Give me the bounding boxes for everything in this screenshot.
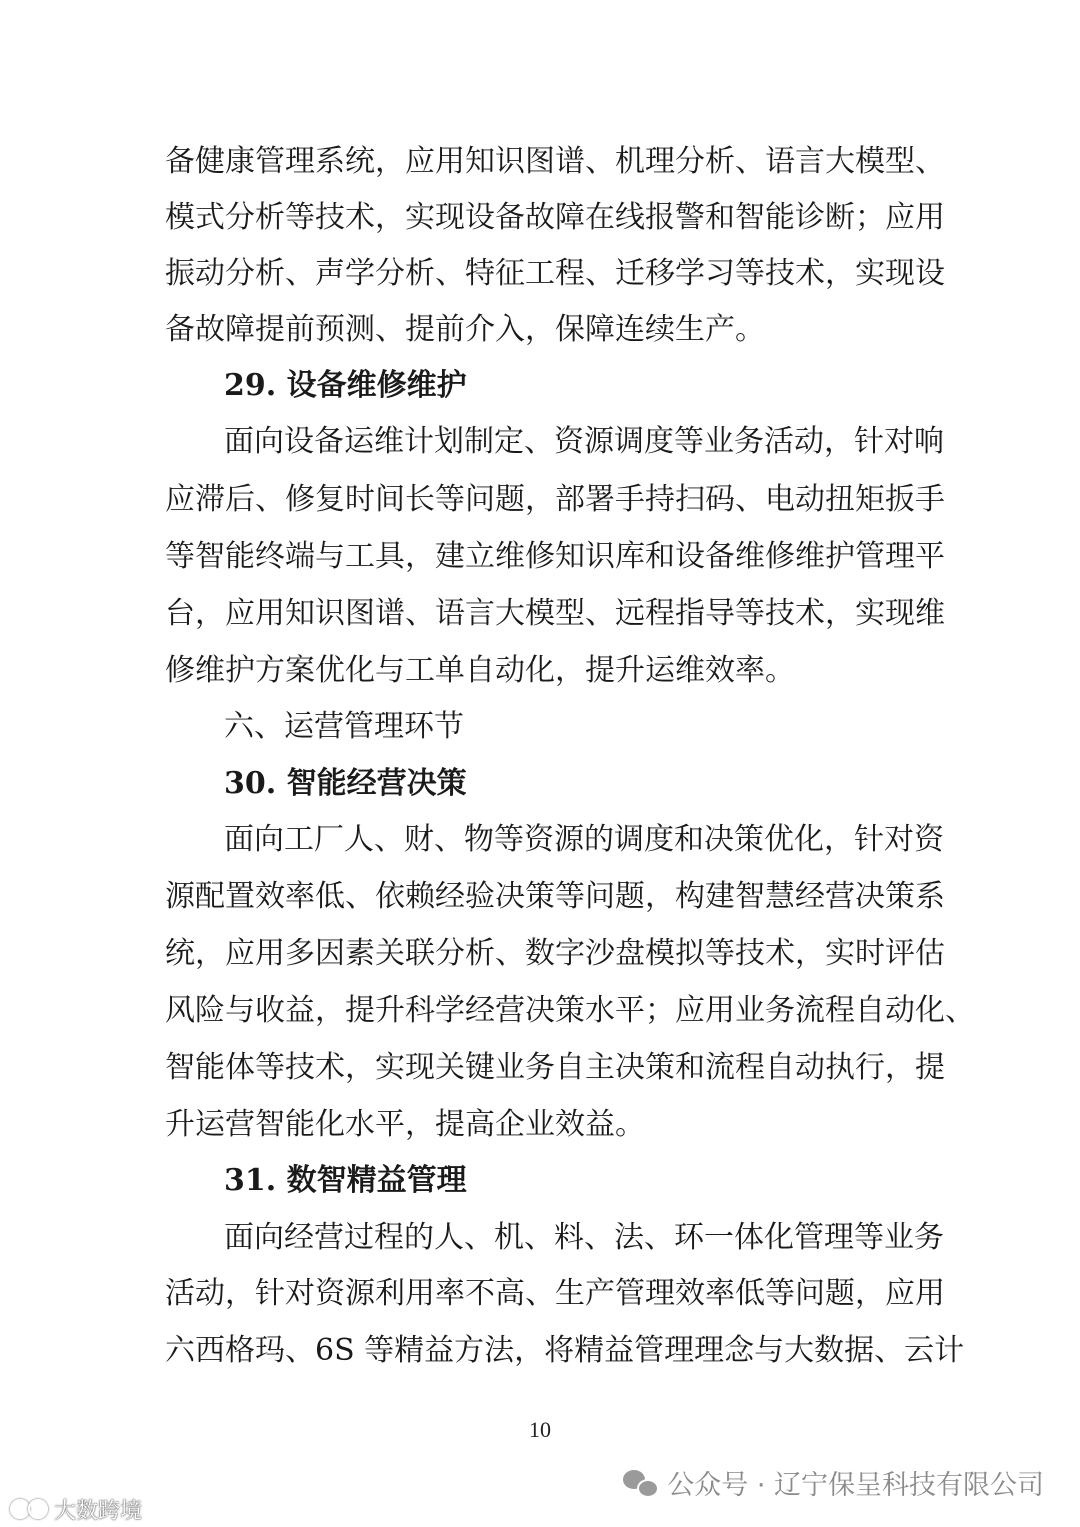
watermark-text: 公众号 · 辽宁保呈科技有限公司: [667, 1469, 1044, 1501]
section-heading-30: 30. 智能经营决策: [224, 766, 467, 801]
body-line: 升运营智能化水平，提高企业效益。: [165, 1107, 645, 1142]
corner-watermark-text: 大数跨境: [54, 1498, 143, 1524]
link-circles-icon: [10, 1498, 50, 1520]
body-line: 统，应用多因素关联分析、数字沙盘模拟等技术，实时评估: [165, 936, 945, 971]
body-line: 面向设备运维计划制定、资源调度等业务活动，针对响: [224, 424, 944, 459]
section-heading-31: 31. 数智精益管理: [224, 1163, 467, 1198]
body-line: 活动，针对资源利用率不高、生产管理效率低等问题，应用: [165, 1276, 945, 1311]
wechat-icon: [623, 1468, 657, 1496]
body-line: 备故障提前预测、提前介入，保障连续生产。: [165, 312, 765, 347]
body-line: 备健康管理系统，应用知识图谱、机理分析、语言大模型、: [165, 144, 945, 179]
body-line: 面向经营过程的人、机、料、法、环一体化管理等业务: [224, 1220, 944, 1255]
watermark: [623, 1462, 1044, 1502]
chapter-heading-operations: 六、运营管理环节: [224, 709, 464, 744]
body-line: 应滞后、修复时间长等问题，部署手持扫码、电动扭矩扳手: [165, 482, 945, 517]
body-line: 面向工厂人、财、物等资源的调度和决策优化，针对资: [224, 822, 944, 857]
section-heading-29: 29. 设备维修维护: [224, 368, 467, 403]
body-line: 六西格玛、6S 等精益方法，将精益管理理念与大数据、云计: [165, 1333, 965, 1368]
body-line: 智能体等技术，实现关键业务自主决策和流程自动执行，提: [165, 1050, 945, 1085]
body-line: 风险与收益，提升科学经营决策水平；应用业务流程自动化、: [165, 993, 975, 1028]
body-line: 振动分析、声学分析、特征工程、迁移学习等技术，实现设: [165, 256, 945, 291]
body-line: 台，应用知识图谱、语言大模型、远程指导等技术，实现维: [165, 596, 945, 631]
page-number: 10: [529, 1417, 551, 1442]
body-line: 源配置效率低、依赖经验决策等问题，构建智慧经营决策系: [165, 879, 945, 914]
body-line: 模式分析等技术，实现设备故障在线报警和智能诊断；应用: [165, 200, 945, 235]
body-line: 等智能终端与工具，建立维修知识库和设备维修维护管理平: [165, 539, 945, 574]
body-line: 修维护方案优化与工单自动化，提升运维效率。: [165, 653, 795, 688]
corner-watermark: [10, 1494, 142, 1524]
